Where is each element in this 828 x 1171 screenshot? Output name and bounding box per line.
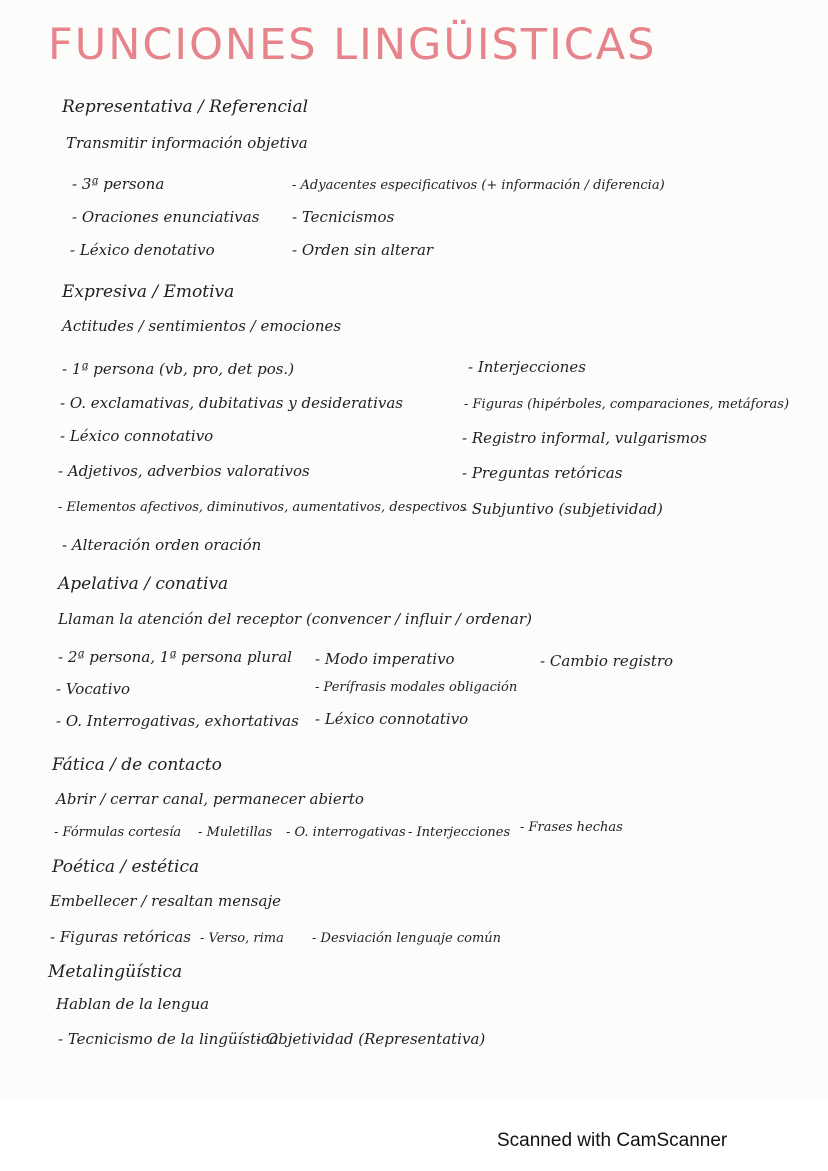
list-item: - Tecnicismos (292, 208, 395, 226)
list-item: - Interjecciones (408, 825, 511, 840)
list-item: - Tecnicismo de la lingüística (58, 1030, 279, 1048)
heading-apelativa: Apelativa / conativa (58, 574, 229, 594)
list-item: - Fórmulas cortesía (54, 825, 182, 840)
list-item: - O. Interrogativas, exhortativas (56, 712, 299, 730)
list-item: - Alteración orden oración (62, 536, 262, 554)
list-item: - Adjetivos, adverbios valorativos (58, 462, 310, 480)
list-item: - O. exclamativas, dubitativas y desiderativas (60, 394, 404, 412)
list-item: - Figuras (hipérboles, comparaciones, metáforas) (464, 397, 790, 412)
list-item: - O. interrogativas (286, 825, 406, 840)
list-item: - Elementos afectivos, diminutivos, aumentativos, despectivos (58, 500, 467, 515)
list-item: - Orden sin alterar (292, 241, 434, 259)
list-item: - Objetividad (Representativa) (256, 1030, 486, 1048)
list-item: - Verso, rima (200, 931, 284, 946)
list-item: - 2ª persona, 1ª persona plural (58, 648, 292, 666)
heading-metalinguistica: Metalingüística (48, 962, 183, 982)
list-item: - Frases hechas (520, 820, 623, 835)
description-fatica: Abrir / cerrar canal, permanecer abierto (56, 790, 364, 808)
description-expresiva: Actitudes / sentimientos / emociones (62, 317, 342, 335)
list-item: - Preguntas retóricas (462, 464, 623, 482)
list-item: - Oraciones enunciativas (72, 208, 260, 226)
list-item: - Perífrasis modales obligación (315, 680, 518, 695)
camscanner-watermark: Scanned with CamScanner (497, 1130, 728, 1151)
list-item: - 3ª persona (72, 175, 165, 193)
description-metalinguistica: Hablan de la lengua (56, 995, 210, 1013)
heading-expresiva: Expresiva / Emotiva (62, 282, 235, 302)
description-representativa: Transmitir información objetiva (66, 134, 308, 152)
list-item: - 1ª persona (vb, pro, det pos.) (62, 360, 295, 378)
description-apelativa: Llaman la atención del receptor (convencer / influir / ordenar) (58, 610, 532, 628)
list-item: - Léxico connotativo (60, 427, 214, 445)
list-item: - Adyacentes especificativos (+ información / diferencia) (292, 178, 665, 193)
list-item: - Vocativo (56, 680, 130, 698)
list-item: - Léxico denotativo (70, 241, 215, 259)
page-title: FUNCIONES LINGÜISTICAS (48, 20, 657, 70)
list-item: - Desviación lenguaje común (312, 931, 502, 946)
list-item: - Léxico connotativo (315, 710, 469, 728)
list-item: - Muletillas (198, 825, 273, 840)
heading-representativa: Representativa / Referencial (62, 97, 309, 117)
list-item: - Modo imperativo (315, 650, 455, 668)
heading-poetica: Poética / estética (52, 857, 200, 877)
heading-fatica: Fática / de contacto (52, 755, 222, 775)
list-item: - Interjecciones (468, 358, 586, 376)
list-item: - Cambio registro (540, 652, 674, 670)
list-item: - Registro informal, vulgarismos (462, 429, 707, 447)
list-item: - Subjuntivo (subjetividad) (462, 500, 663, 518)
list-item: - Figuras retóricas (50, 928, 191, 946)
description-poetica: Embellecer / resaltan mensaje (50, 892, 281, 910)
